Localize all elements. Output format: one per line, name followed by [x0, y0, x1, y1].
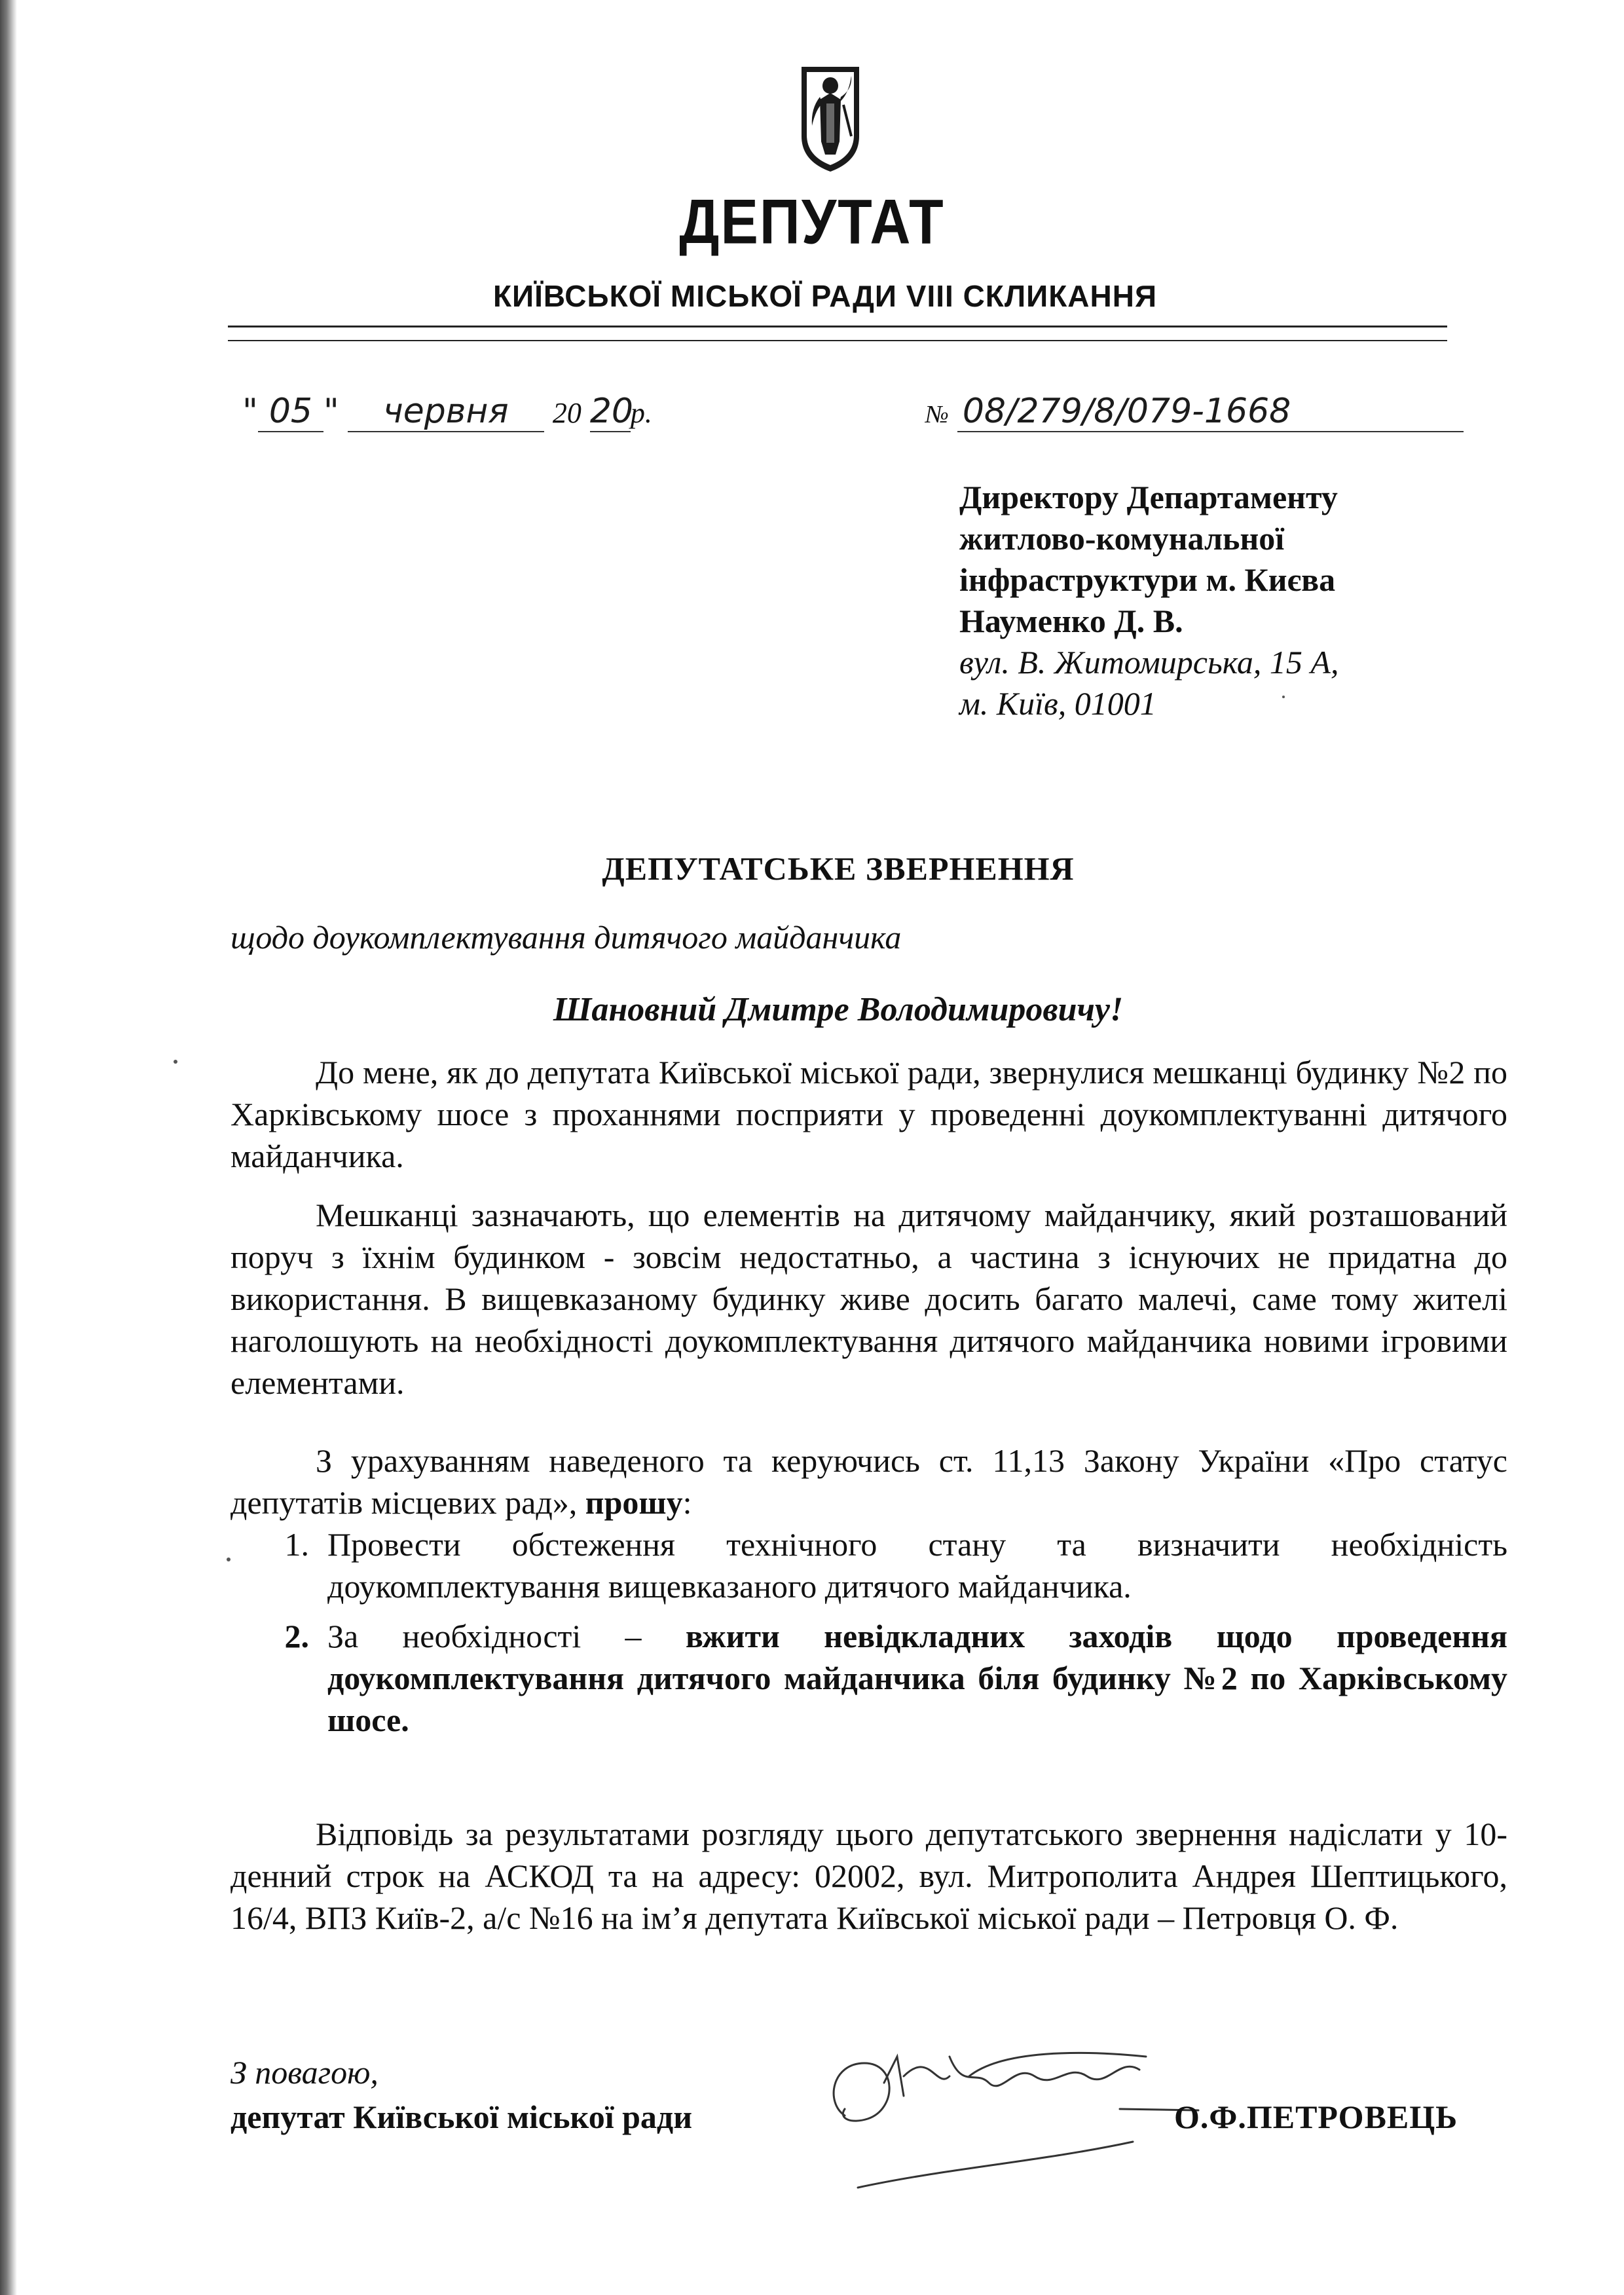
- addressee-line-2: житлово-комунальної: [959, 520, 1285, 557]
- date-year-suffix: 20: [589, 392, 634, 431]
- scan-speck: [227, 1558, 231, 1561]
- signer-name: О.Ф.ПЕТРОВЕЦЬ: [1174, 2099, 1458, 2135]
- paragraph-4-block: [231, 1813, 1507, 1945]
- date-line: " 05 " червня 20 20р.: [242, 392, 652, 431]
- paragraph-1-block: [231, 1051, 1507, 1184]
- kyiv-coat-of-arms-icon: [798, 63, 863, 174]
- list-item-text: [327, 1615, 1507, 1741]
- addressee-line-3: інфраструктури м. Києва: [959, 561, 1336, 598]
- document-title: ДЕПУТАТСЬКЕ ЗВЕРНЕННЯ: [602, 850, 1075, 887]
- list-item: [231, 1523, 1507, 1607]
- list-item: [231, 1615, 1507, 1741]
- paragraph-2: Мешканці зазначають, що елементів на дитячому майданчику, який розташований поруч з їхнім будинком - зовсім недостатньо, а частина з існуючих не придатна до використання. В вищевказаному будинку живе досить багато малечі, саме тому жителі наголошують на необхідності доукомплектування дитячого майданчика новими ігровими елементами.: [231, 1197, 1507, 1401]
- list-item-text-bold: вжити невідкладних заходів щодо проведення доукомплектування дитячого майданчика біля будинку №2 по Харківському шосе.: [327, 1618, 1508, 1738]
- signature-image: [805, 2037, 1211, 2201]
- addressee-address-2: м. Київ, 01001: [959, 685, 1156, 722]
- paragraph-3-request-word: прошу: [585, 1484, 683, 1521]
- date-suffix: р.: [630, 397, 652, 429]
- paragraph-4: Відповідь за результатами розгляду цього депутатського звернення надіслати у 10-денний строк на АСКОД та на адресу: 02002, вул. Митрополита Андрея Шептицького, 16/4, ВПЗ Київ-2, а/с №16 на ім’я депутата Київської міської ради – Петровця О. Ф.: [231, 1816, 1507, 1936]
- header-subtitle: КИЇВСЬКОЇ МІСЬКОЇ РАДИ VIII СКЛИКАННЯ: [492, 279, 1158, 313]
- header-rule-bottom: [228, 340, 1447, 341]
- header-title: ДЕПУТАТ: [679, 187, 945, 257]
- document-subject: щодо доукомплектування дитячого майданчика: [231, 919, 902, 956]
- closing-position: депутат Київської міської ради: [231, 2099, 693, 2135]
- date-month: червня: [348, 392, 544, 432]
- scan-speck: [1282, 696, 1285, 698]
- registration-number: 08/279/8/079-1668: [957, 392, 1464, 432]
- list-item-number: 2.: [284, 1618, 309, 1654]
- addressee-name: Науменко Д. В.: [959, 603, 1183, 639]
- list-item-text: Провести обстеження технічного стану та визначити необхідність доукомплектування вищевказаного дитячого майданчика.: [327, 1526, 1507, 1605]
- list-item-number: 1.: [284, 1526, 309, 1563]
- scan-speck: [174, 1060, 177, 1064]
- addressee-block: [959, 477, 1338, 724]
- closing-regards: З повагою,: [231, 2054, 378, 2091]
- header-rule-top: [228, 326, 1447, 327]
- paragraph-2-block: [231, 1194, 1507, 1410]
- registration-label: №: [925, 401, 949, 428]
- list-item-text-start: За необхідності –: [327, 1618, 686, 1654]
- request-list: [231, 1523, 1507, 1749]
- addressee-line-1: Директору Департаменту: [959, 479, 1338, 515]
- registration-line: [925, 392, 1464, 432]
- paragraph-3-start: З урахуванням наведеного та керуючись ст. 11,13 Закону України «Про статус депутатів місцевих рад»,: [231, 1442, 1507, 1521]
- addressee-address-1: вул. В. Житомирська, 15 А,: [959, 644, 1339, 681]
- paragraph-3-block: [231, 1440, 1507, 1530]
- salutation: Шановний Дмитре Володимировичу!: [553, 991, 1124, 1028]
- paragraph-3: [231, 1440, 1507, 1523]
- paragraph-3-end: :: [682, 1484, 692, 1521]
- paragraph-1: До мене, як до депутата Київської міської ради, звернулися мешканці будинку №2 по Харківському шосе з проханнями посприяти у проведенні доукомплектуванні дитячого майданчика.: [231, 1054, 1507, 1174]
- date-day: 05: [258, 392, 323, 432]
- scan-edge-shadow: [0, 0, 17, 2295]
- date-year-prefix: 20: [552, 397, 581, 429]
